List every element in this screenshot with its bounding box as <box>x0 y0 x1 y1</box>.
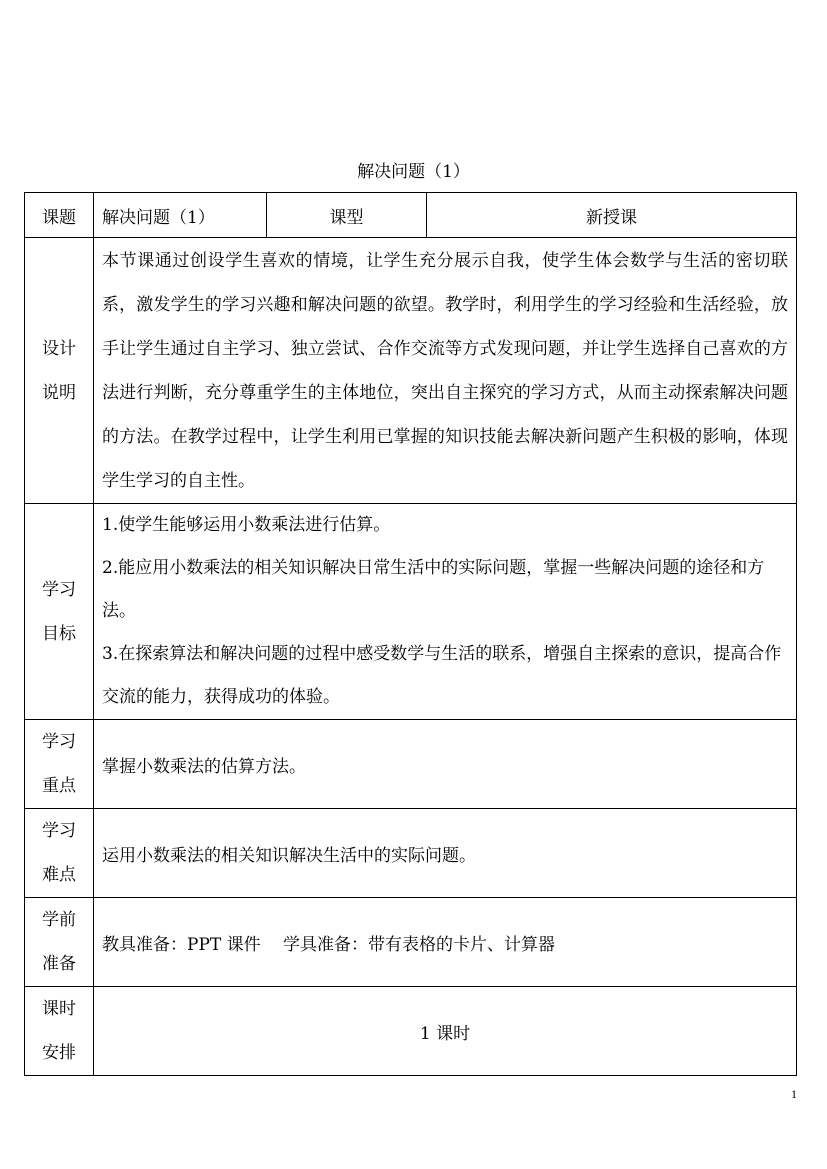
difficulties-content <box>94 809 797 898</box>
schedule-text: 1 课时 <box>419 1023 471 1044</box>
label-preparation <box>25 898 94 987</box>
label-goals-line2: 目标 <box>42 623 76 644</box>
header-row <box>25 193 797 238</box>
preparation-text: 教具准备：PPT 课件 学具准备：带有表格的卡片、计算器 <box>102 934 556 955</box>
label-schedule <box>25 987 94 1076</box>
key-points-row <box>25 720 797 809</box>
label-preparation-line1: 学前 <box>42 910 76 930</box>
label-key-points-line1: 学习 <box>42 732 76 752</box>
schedule-content <box>94 987 797 1076</box>
document-title: 解决问题（1） <box>357 162 470 182</box>
label-difficulties <box>25 809 94 898</box>
label-design-line1: 设计 <box>42 338 76 359</box>
topic-value: 解决问题（1） <box>94 193 267 238</box>
key-points-text: 掌握小数乘法的估算方法。 <box>102 756 306 777</box>
label-difficulties-line2: 难点 <box>42 865 76 885</box>
label-key-points-line2: 重点 <box>42 776 76 796</box>
lesson-plan-table <box>24 192 797 1076</box>
label-design <box>25 238 94 504</box>
preparation-row <box>25 898 797 987</box>
page-number: 1 <box>791 1087 797 1101</box>
label-design-line2: 说明 <box>42 382 76 403</box>
goals-row <box>25 504 797 720</box>
label-goals <box>25 504 94 720</box>
schedule-row <box>25 987 797 1076</box>
goal-item: 2.能应用小数乘法的相关知识解决日常生活中的实际问题，掌握一些解决问题的途径和方法。 <box>102 558 765 621</box>
goals-content <box>94 504 797 720</box>
difficulties-row <box>25 809 797 898</box>
label-schedule-line2: 安排 <box>42 1043 76 1063</box>
design-text: 本节课通过创设学生喜欢的情境，让学生充分展示自我，使学生体会数学与生活的密切联系，激发学生的学习兴趣和解决问题的欲望。教学时，利用学生的学习经验和生活经验，放手让学生通过自主学习、独立尝试、合作交流等方式发现问题，并让学生选择自己喜欢的方法进行判断，充分尊重学生的主体地位，突出自主探究的学习方式，从而主动探索解决问题的方法。在教学过程中，让学生利用已掌握的知识技能去解决新问题产生积极的影响，体现学生学习的自主性。 <box>102 250 788 491</box>
label-schedule-line1: 课时 <box>42 999 76 1019</box>
preparation-content <box>94 898 797 987</box>
label-lesson-type: 课型 <box>267 193 427 238</box>
goal-item: 3.在探索算法和解决问题的过程中感受数学与生活的联系，增强自主探索的意识，提高合作交流的能力，获得成功的体验。 <box>102 644 782 707</box>
design-row <box>25 238 797 504</box>
lesson-type-value: 新授课 <box>427 193 797 238</box>
label-preparation-line2: 准备 <box>42 954 76 974</box>
design-content <box>94 238 797 504</box>
label-key-points <box>25 720 94 809</box>
difficulties-text: 运用小数乘法的相关知识解决生活中的实际问题。 <box>102 845 476 866</box>
label-goals-line1: 学习 <box>42 579 76 600</box>
key-points-content <box>94 720 797 809</box>
goal-item: 1.使学生能够运用小数乘法进行估算。 <box>102 515 391 535</box>
label-difficulties-line1: 学习 <box>42 821 76 841</box>
label-topic: 课题 <box>25 193 94 238</box>
